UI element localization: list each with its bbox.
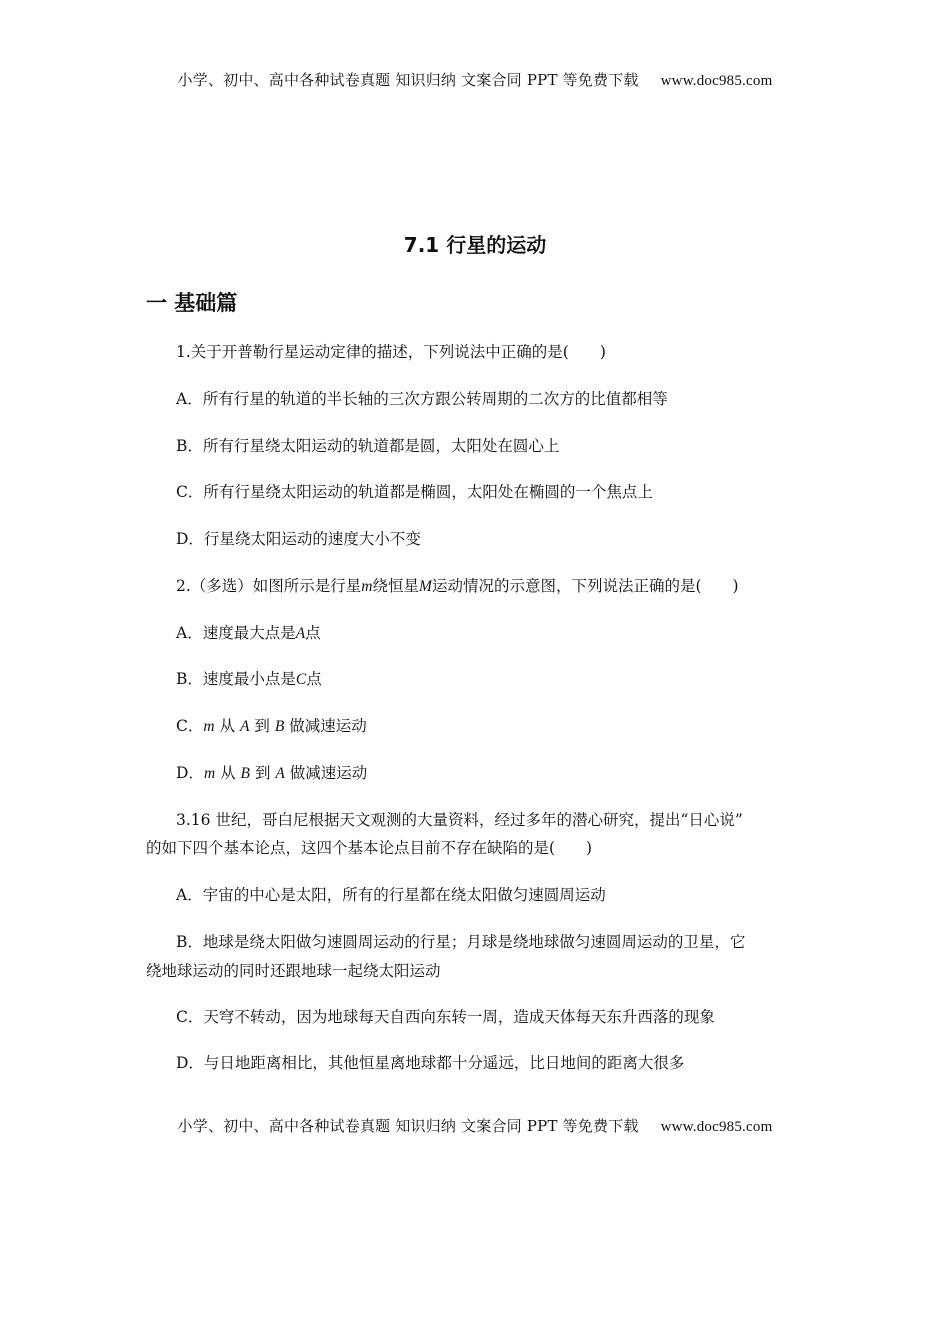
q2-d-var: B	[240, 765, 250, 782]
footer-text: 小学、初中、高中各种试卷真题 知识归纳 文案合同 PPT 等免费下载	[177, 1117, 639, 1135]
q2-stem	[176, 576, 739, 597]
q2-option-b	[176, 669, 322, 690]
q3-option-b-line2: 绕地球运动的同时还跟地球一起绕太阳运动	[146, 962, 441, 980]
q3-option-b-line1: B．地球是绕太阳做匀速圆周运动的行星；月球是绕地球做匀速圆周运动的卫星，它	[176, 933, 746, 951]
q2-c-var: B	[274, 718, 285, 735]
q2-a-text: A．速度最大点是	[176, 624, 296, 642]
header-site[interactable]: www.doc985.com	[660, 73, 773, 89]
q3-option-a: A．宇宙的中心是太阳，所有的行星都在绕太阳做匀速圆周运动	[176, 886, 606, 904]
q2-c-text: C．	[176, 717, 204, 735]
q2-option-d	[176, 763, 367, 784]
q1-option-b: B．所有行星绕太阳运动的轨道都是圆，太阳处在圆心上	[176, 437, 560, 455]
q2-b-text: B．速度最小点是	[176, 670, 296, 688]
q3-option-d: D．与日地距离相比，其他恒星离地球都十分遥远，比日地间的距离大很多	[176, 1054, 685, 1072]
q2-stem-part: 绕恒星	[372, 577, 420, 595]
q2-option-c	[176, 716, 367, 737]
q2-stem-part: 2.（多选）如图所示是行星	[176, 577, 362, 595]
q2-d-var: A	[275, 765, 285, 782]
q2-d-var: m	[203, 765, 216, 782]
q2-c-text: 做减速运动	[289, 717, 367, 735]
q2-stem-part: 运动情况的示意图，下列说法正确的是( )	[431, 577, 739, 595]
q2-option-a	[176, 623, 321, 644]
q2-c-var: A	[239, 718, 250, 735]
q2-var-m: m	[361, 578, 373, 595]
q1-option-d: D．行星绕太阳运动的速度大小不变	[176, 530, 421, 548]
page-footer	[0, 1115, 950, 1136]
q3-option-c: C．天穹不转动，因为地球每天自西向东转一周，造成天体每天东升西落的现象	[176, 1008, 715, 1026]
page-header	[0, 69, 950, 90]
q2-d-text: 到	[254, 764, 271, 782]
q2-c-text: 到	[254, 717, 270, 735]
q2-b-text: 点	[306, 670, 322, 688]
q1-stem: 1.关于开普勒行星运动定律的描述，下列说法中正确的是( )	[176, 343, 606, 361]
q3-stem-line1: 3.16 世纪，哥白尼根据天文观测的大量资料，经过多年的潜心研究，提出“日心说”	[176, 811, 743, 829]
q2-a-var: A	[295, 625, 306, 642]
q2-d-text: 做减速运动	[289, 764, 368, 782]
footer-site[interactable]: www.doc985.com	[660, 1119, 773, 1135]
q2-b-var: C	[295, 671, 307, 688]
q1-option-c: C．所有行星绕太阳运动的轨道都是椭圆，太阳处在椭圆的一个焦点上	[176, 483, 653, 501]
q2-a-text: 点	[305, 624, 321, 642]
q2-d-text: D．	[176, 764, 204, 782]
q2-c-text: 从	[219, 717, 236, 735]
q3-stem-line2: 的如下四个基本论点，这四个基本论点目前不存在缺陷的是( )	[146, 839, 593, 857]
section-heading: 一 基础篇	[146, 291, 238, 315]
header-text: 小学、初中、高中各种试卷真题 知识归纳 文案合同 PPT 等免费下载	[177, 71, 639, 89]
q1-option-a: A．所有行星的轨道的半长轴的三次方跟公转周期的二次方的比值都相等	[176, 390, 668, 408]
q2-c-var: m	[203, 718, 215, 735]
page-title: 7.1 行星的运动	[403, 233, 547, 257]
q2-var-M: M	[419, 578, 432, 595]
q2-d-text: 从	[220, 764, 236, 782]
